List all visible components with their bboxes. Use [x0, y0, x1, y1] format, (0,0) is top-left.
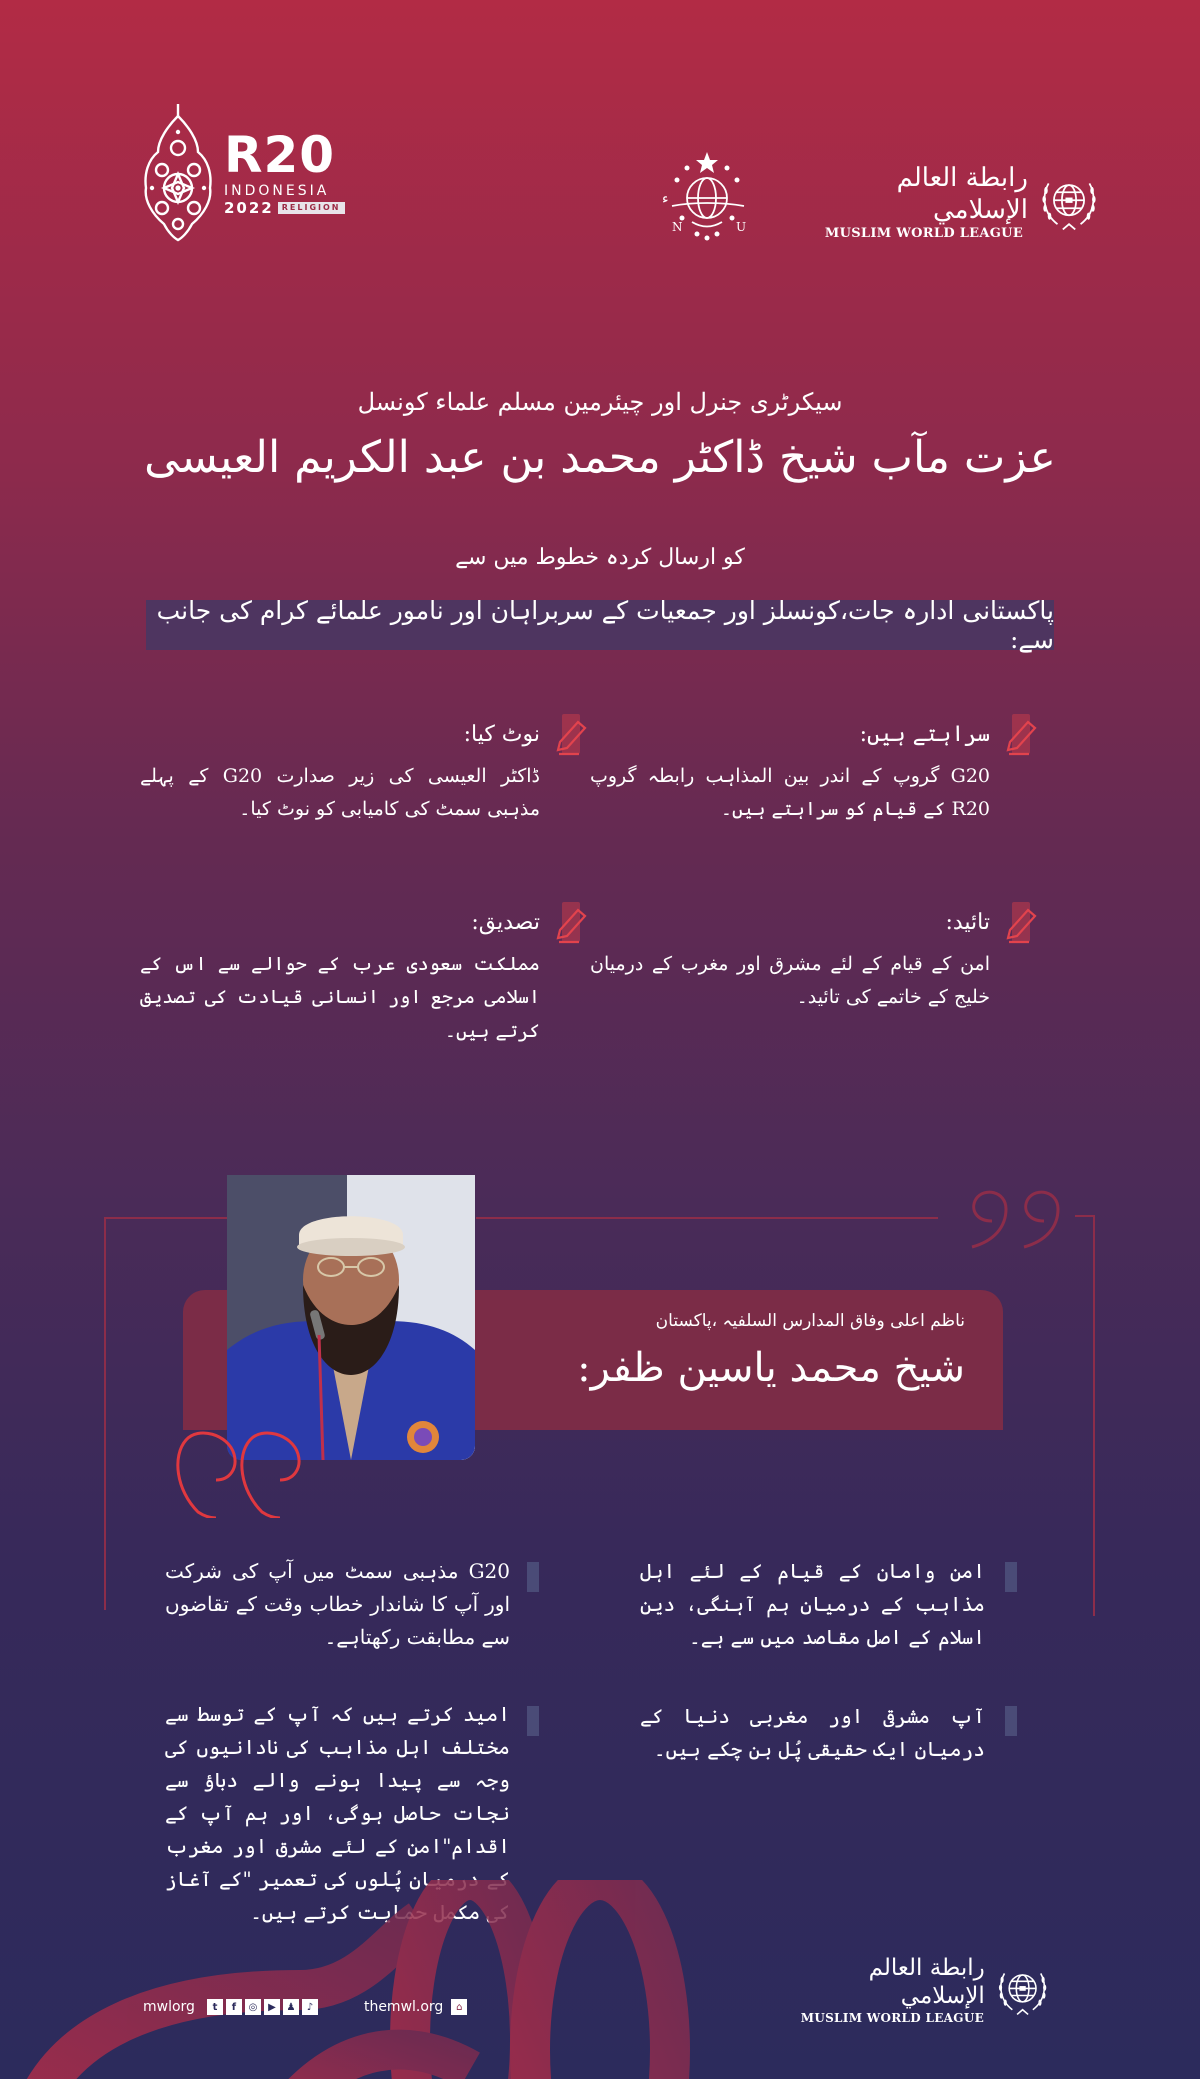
quote-paragraph: امید کرتے ہیں کہ آپ کے توسط سے مختلف اہل مذاہب کی نادانیوں کی وجہ سے پیدا ہونے والے دباؤ سے نجات حاصل ہوگی، اور ہم آپ کے اقدام"امن کے لئے مشرق اور مغرب کے درمیان پُلوں کی تعمیر "کے آغاز کی مکمل حمایت کرتے ہیں۔ [165, 1702, 510, 1924]
highlight-confirm [140, 900, 540, 1048]
mwl-english-wordmark: MUSLIM WORLD LEAGUE [800, 2010, 985, 2025]
quote-paragraph: G20 مذہبی سمٹ میں آپ کی شرکت اور آپ کا شاندار خطاب وقت کے تقاضوں سے مطابقت رکھتاہے۔ [165, 1559, 510, 1649]
highlight-title: تصدیق: [471, 909, 540, 935]
r20-indonesia-logo [138, 100, 358, 245]
snapchat-icon[interactable]: ♟ [283, 1999, 299, 2015]
mwl-arabic-wordmark: رابطة العالم الإسلامي [868, 1955, 985, 2009]
home-icon[interactable]: ⌂ [451, 1999, 467, 2015]
paragraph-bullet [1005, 1706, 1017, 1736]
letters-subtitle: کو ارسال کردہ خطوط میں سے [455, 545, 745, 570]
highlight-title: نوٹ کیا: [463, 721, 540, 747]
mwl-globe-laurel-icon [995, 1959, 1050, 2021]
youtube-icon[interactable]: ▶ [264, 1999, 280, 2015]
r20-ornament-icon [138, 100, 218, 245]
r20-religion-badge: RELIGION [278, 202, 345, 214]
quote-paragraph: آپ مشرقی اور مغربی دنیا کے درمیان ایک حقیقی پُل بن چکے ہیں۔ [640, 1704, 985, 1761]
highlight-support [590, 900, 1040, 1015]
highlight-body: ڈاکٹر العیسی کی زیر صدارت G20 کے پہلے مذہبی سمٹ کی کامیابی کو نوٹ کیا۔ [140, 765, 540, 821]
svg-text:U: U [736, 220, 747, 234]
r20-country: INDONESIA [224, 182, 330, 199]
highlight-title: سراہتے ہیں: [859, 721, 990, 747]
nu-globe-stars-icon [632, 148, 782, 243]
frame-top-left-line [104, 1217, 228, 1219]
frame-left-line [104, 1217, 106, 1610]
social-icons [207, 1999, 318, 2015]
pencil-icon [554, 712, 590, 756]
mwl-english-wordmark: MUSLIM WORLD LEAGUE [824, 225, 1024, 241]
svg-text:N: N [672, 220, 683, 234]
twitter-icon[interactable]: t [207, 1999, 223, 2015]
mwl-globe-laurel-icon [1038, 167, 1100, 237]
highlight-body: G20 گروپ کے اندر بین المذاہب رابطہ گروپ R20 کے قیام کو سراہتے ہیں۔ [590, 765, 990, 821]
nahdlatul-ulama-logo [632, 148, 782, 243]
recipient-name-title: عزت مآب شیخ ڈاکٹر محمد بن عبد الکریم العیسی [144, 432, 1056, 483]
social-handle: mwlorg [143, 1999, 195, 2015]
frame-right-line [1093, 1216, 1095, 1616]
senders-banner [146, 596, 1054, 654]
svg-text:ء: ء [662, 191, 669, 207]
footer-social-bar [143, 1999, 467, 2015]
closing-quote-icon [962, 1183, 1072, 1253]
highlight-title: تائید: [945, 909, 990, 935]
instagram-icon[interactable]: ◎ [245, 1999, 261, 2015]
r20-year: 2022 [224, 198, 274, 217]
website-link[interactable]: themwl.org [363, 1999, 444, 2015]
paragraph-bullet [1005, 1562, 1017, 1592]
tiktok-icon[interactable]: ♪ [302, 1999, 318, 2015]
opening-quote-icon [168, 1418, 338, 1518]
mwl-arabic-wordmark: رابطة العالم الإسلامي [896, 163, 1028, 225]
quote-paragraph: امن وامان کے قیام کے لئے اہل مذاہب کے درمیان ہم آہنگی، دین اسلام کے اصل مقاصد میں سے ہے۔ [640, 1559, 985, 1649]
senders-banner-text: پاکستانی ادارہ جات،کونسلز اور جمعیات کے سربراہان اور نامور علمائے کرام کی جانب سے: [156, 596, 1054, 654]
highlight-body: مملکت سعودی عرب کے حوالے سے اس کے اسلامی مرجع اور انسانی قیادت کی تصدیق کرتے ہیں۔ [140, 953, 540, 1042]
paragraph-bullet [527, 1706, 539, 1736]
pencil-icon [1004, 712, 1040, 756]
muslim-world-league-footer-logo [800, 1955, 1050, 2025]
speaker-name: شیخ محمد یاسین ظفر: [577, 1345, 965, 1391]
pencil-icon [1004, 900, 1040, 944]
frame-right-tick [1075, 1215, 1095, 1217]
pencil-icon [554, 900, 590, 944]
speaker-title: ناظم اعلی وفاق المدارس السلفیہ ،پاکستان [655, 1311, 965, 1331]
r20-wordmark: R20 [224, 125, 336, 184]
highlight-noted [140, 712, 540, 827]
recipient-role: سیکرٹری جنرل اور چیئرمین مسلم علماء کونسل [357, 388, 843, 416]
muslim-world-league-logo [820, 162, 1100, 242]
highlight-appreciate [590, 712, 1040, 827]
highlight-body: امن کے قیام کے لئے مشرق اور مغرب کے درمیان خلیج کے خاتمے کی تائید۔ [590, 953, 990, 1009]
facebook-icon[interactable]: f [226, 1999, 242, 2015]
frame-top-right-line [476, 1217, 938, 1219]
paragraph-bullet [527, 1562, 539, 1592]
